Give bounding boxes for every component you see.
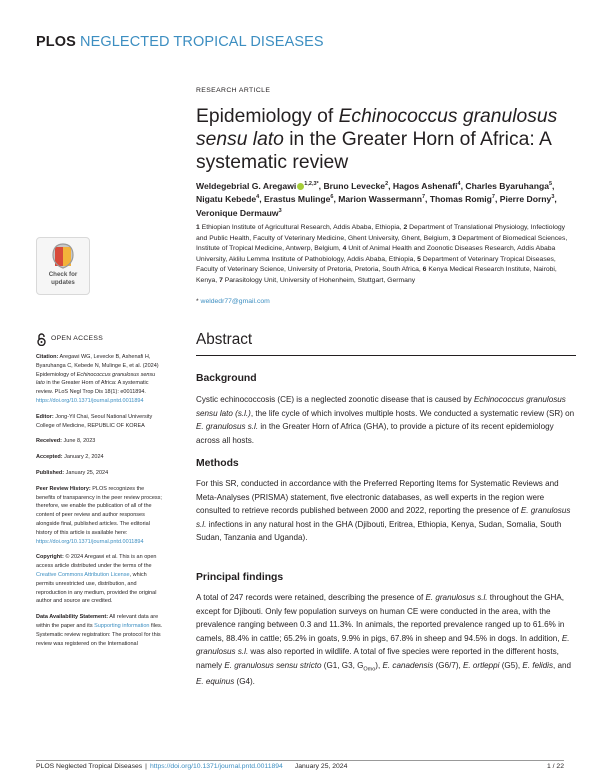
background-paragraph: Cystic echinococcosis (CE) is a neglected zoonotic disease that is caused by Echinococcus granulosus sensu lato (s.l.), the life cycle of which involves multiple hosts. We conducted a systematic review (SR) on E. granulosus s.l. in the Greater Horn of Africa (GHA), to provide a picture of its recent epidemiology across all hosts.	[196, 395, 575, 445]
crossmark-icon	[51, 243, 75, 269]
published-date: Published: January 25, 2024	[36, 469, 109, 476]
author[interactable]: Bruno Levecke$^2$	[323, 181, 389, 191]
title-italic: Echinococcus granulosus sensu lato	[196, 106, 558, 151]
background-heading: Background	[196, 373, 257, 384]
editor-block: Editor: Jong-Yil Chai, Seoul National University College of Medicine, REPUBLIC OF KOREA	[36, 413, 153, 429]
footer-journal: PLOS Neglected Tropical Diseases	[36, 763, 143, 770]
author[interactable]: Nigatu Kebede$^4$	[196, 194, 260, 205]
article-type: RESEARCH ARTICLE	[196, 87, 271, 94]
abstract-divider	[196, 355, 576, 356]
principal-findings-paragraph: A total of 247 records were retained, describing the presence of E. granulosus s.l. throughout the GHA, except for Djibouti. Only few population surveys on human CE were conducted in the area, with the prevalence ranging between 0.3 and 11.3%. In animals, the reported prevalence ranged up to 61.6% in camels, 88.4% in cattle; 65.2% in goats, 9.9% in pigs, 67.8% in sheep and 94.5% in dogs. In addition, E. granulosus s.l. was also reported in wildlife. A total of five species were reported in the different hosts, namely E. granulosus sensu stricto (G1, G3, $G_{Omo}$), E. canadensis (G6/7), E. ortleppi (G5), E. felidis, and E. equinus (G4).	[196, 593, 572, 686]
methods-heading: Methods	[196, 458, 239, 469]
author[interactable]: Pierre Dorny$^3$	[499, 194, 555, 205]
citation-block: Citation: Aregawi WG, Levecke B, Ashenafi H, Byaruhanga C, Kebede N, Mulinge E, et al. (2024) Epidemiology of Echinococcus granulosus sensu lato in the Greater Horn of Africa: A systematic review. PLoS Negl Trop Dis 18(1): e0011894. https://doi.org/10.1371/journal.pntd.0011894	[36, 354, 159, 404]
author[interactable]: Weldegebrial G. Aregawi $^{1,2,3*}$	[196, 181, 319, 191]
copyright-block: Copyright: © 2024 Aregawi et al. This is an open access article distributed under the terms of the Creative Commons Attribution License, which permits unrestricted use, distribution, and reproduction in any medium, provided the original author and source are credited.	[36, 554, 157, 605]
badge-line1: Check for	[48, 271, 78, 278]
cc-license-link[interactable]: Creative Commons Attribution License	[36, 571, 130, 578]
author[interactable]: Erastus Mulinge$^6$	[264, 194, 334, 205]
citation-doi-link[interactable]: https://doi.org/10.1371/journal.pntd.0011894	[36, 397, 144, 404]
plos-logo-text: PLOS	[36, 34, 76, 50]
author[interactable]: Thomas Romig$^7$	[429, 194, 495, 205]
abstract-heading: Abstract	[196, 331, 253, 348]
title-part2: in the Greater Horn of Africa: A systematic review	[196, 129, 551, 174]
open-access-label: OPEN ACCESS	[51, 335, 104, 343]
author-list: Weldegebrial G. Aregawi $^{1,2,3*}$, Bruno Levecke$^2$, Hagos Ashenafi$^4$, Charles Byaruhanga$^5$, Nigatu Kebede$^4$, Erastus Mulinge$^6$, Marion Wassermann$^7$, Thomas Romig$^7$, Pierre Dorny$^3$, Veronique Dermauw$^3$	[196, 181, 557, 218]
journal-masthead	[36, 34, 324, 50]
email-link[interactable]: weldedr77@gmail.com	[200, 298, 270, 305]
principal-findings-heading: Principal findings	[196, 572, 284, 583]
methods-paragraph: For this SR, conducted in accordance with the Preferred Reporting Items for Systematic Reviews and Meta-Analyses (PRISMA) statement, five electronic databases, as well experts in the region were consulted to retrieve records published between 2000 and 2022, reporting the presence of E. granulosus s.l. infections in any natural host in the GHA (Djibouti, Eritrea, Ethiopia, Kenya, Sudan, Somalia, South Sudan, Tanzania and Uganda).	[196, 479, 571, 543]
journal-name: NEGLECTED TROPICAL DISEASES	[80, 34, 324, 50]
footer-divider	[36, 760, 564, 761]
article-sidebar	[36, 333, 164, 655]
badge-line2: updates	[51, 278, 75, 286]
corresponding-email: * weldedr77@gmail.com	[196, 298, 270, 305]
data-availability-block: Data Availability Statement: All relevant data are within the paper and its Supporting information files. Systematic review registration: The protocol for this review was registered on the International	[36, 614, 163, 647]
page-footer: PLOS Neglected Tropical Diseases | https://doi.org/10.1371/journal.pntd.0011894 January 25, 2024 1 / 22	[36, 763, 564, 770]
received-date: Received: June 8, 2023	[36, 438, 96, 445]
title-part1: Epidemiology of	[196, 106, 339, 127]
author[interactable]: Charles Byaruhanga$^5$	[465, 181, 553, 191]
check-for-updates-badge[interactable]	[36, 237, 90, 295]
author[interactable]: Hagos Ashenafi$^4$	[392, 181, 461, 191]
footer-doi-link[interactable]: https://doi.org/10.1371/journal.pntd.0011894	[149, 763, 283, 770]
accepted-date: Accepted: January 2, 2024	[36, 454, 104, 461]
supporting-info-link[interactable]: Supporting information	[94, 622, 150, 629]
affiliation-list: 1 Ethiopian Institute of Agricultural Research, Addis Ababa, Ethiopia, 2 Department of Translational Physiology, Infectiology and Public Health, Faculty of Veterinary Medicine, Ghent University, Ghent, Belgium, 3 Department of Biomedical Sciences, Institute of Tropical Medicine, Antwerp, Belgium, 4 Unit of Animal Health and Zoonotic Diseases Research, Addis Ababa University, Aklilu Lemma Institute of Pathobiology, Addis Ababa, Ethiopia, 5 Department of Veterinary Tropical Diseases, Faculty of Veterinary Science, University of Pretoria, Pretoria, South Africa, 6 Kenya Medical Research Institute, Nairobi, Kenya, 7 Parasitology Unit, University of Hohenheim, Stuttgart, Germany	[196, 224, 568, 284]
peer-review-link[interactable]: https://doi.org/10.1371/journal.pntd.0011894	[36, 538, 144, 545]
open-access-lock-icon	[36, 333, 47, 346]
footer-date: January 25, 2024	[294, 763, 348, 770]
peer-review-block: Peer Review History: PLOS recognizes the benefits of transparency in the peer review process; therefore, we enable the publication of all of the content of peer review and author responses alongside final, published articles. The editorial history of this article is available here: https://doi.org/10.1371/journal.pntd.0011894	[36, 485, 162, 545]
page-number: 1 / 22	[546, 763, 564, 770]
open-access-row	[36, 333, 164, 346]
author[interactable]: Veronique Dermauw$^3$	[196, 207, 282, 218]
article-title	[196, 105, 576, 174]
author[interactable]: Marion Wassermann$^7$	[338, 194, 426, 205]
